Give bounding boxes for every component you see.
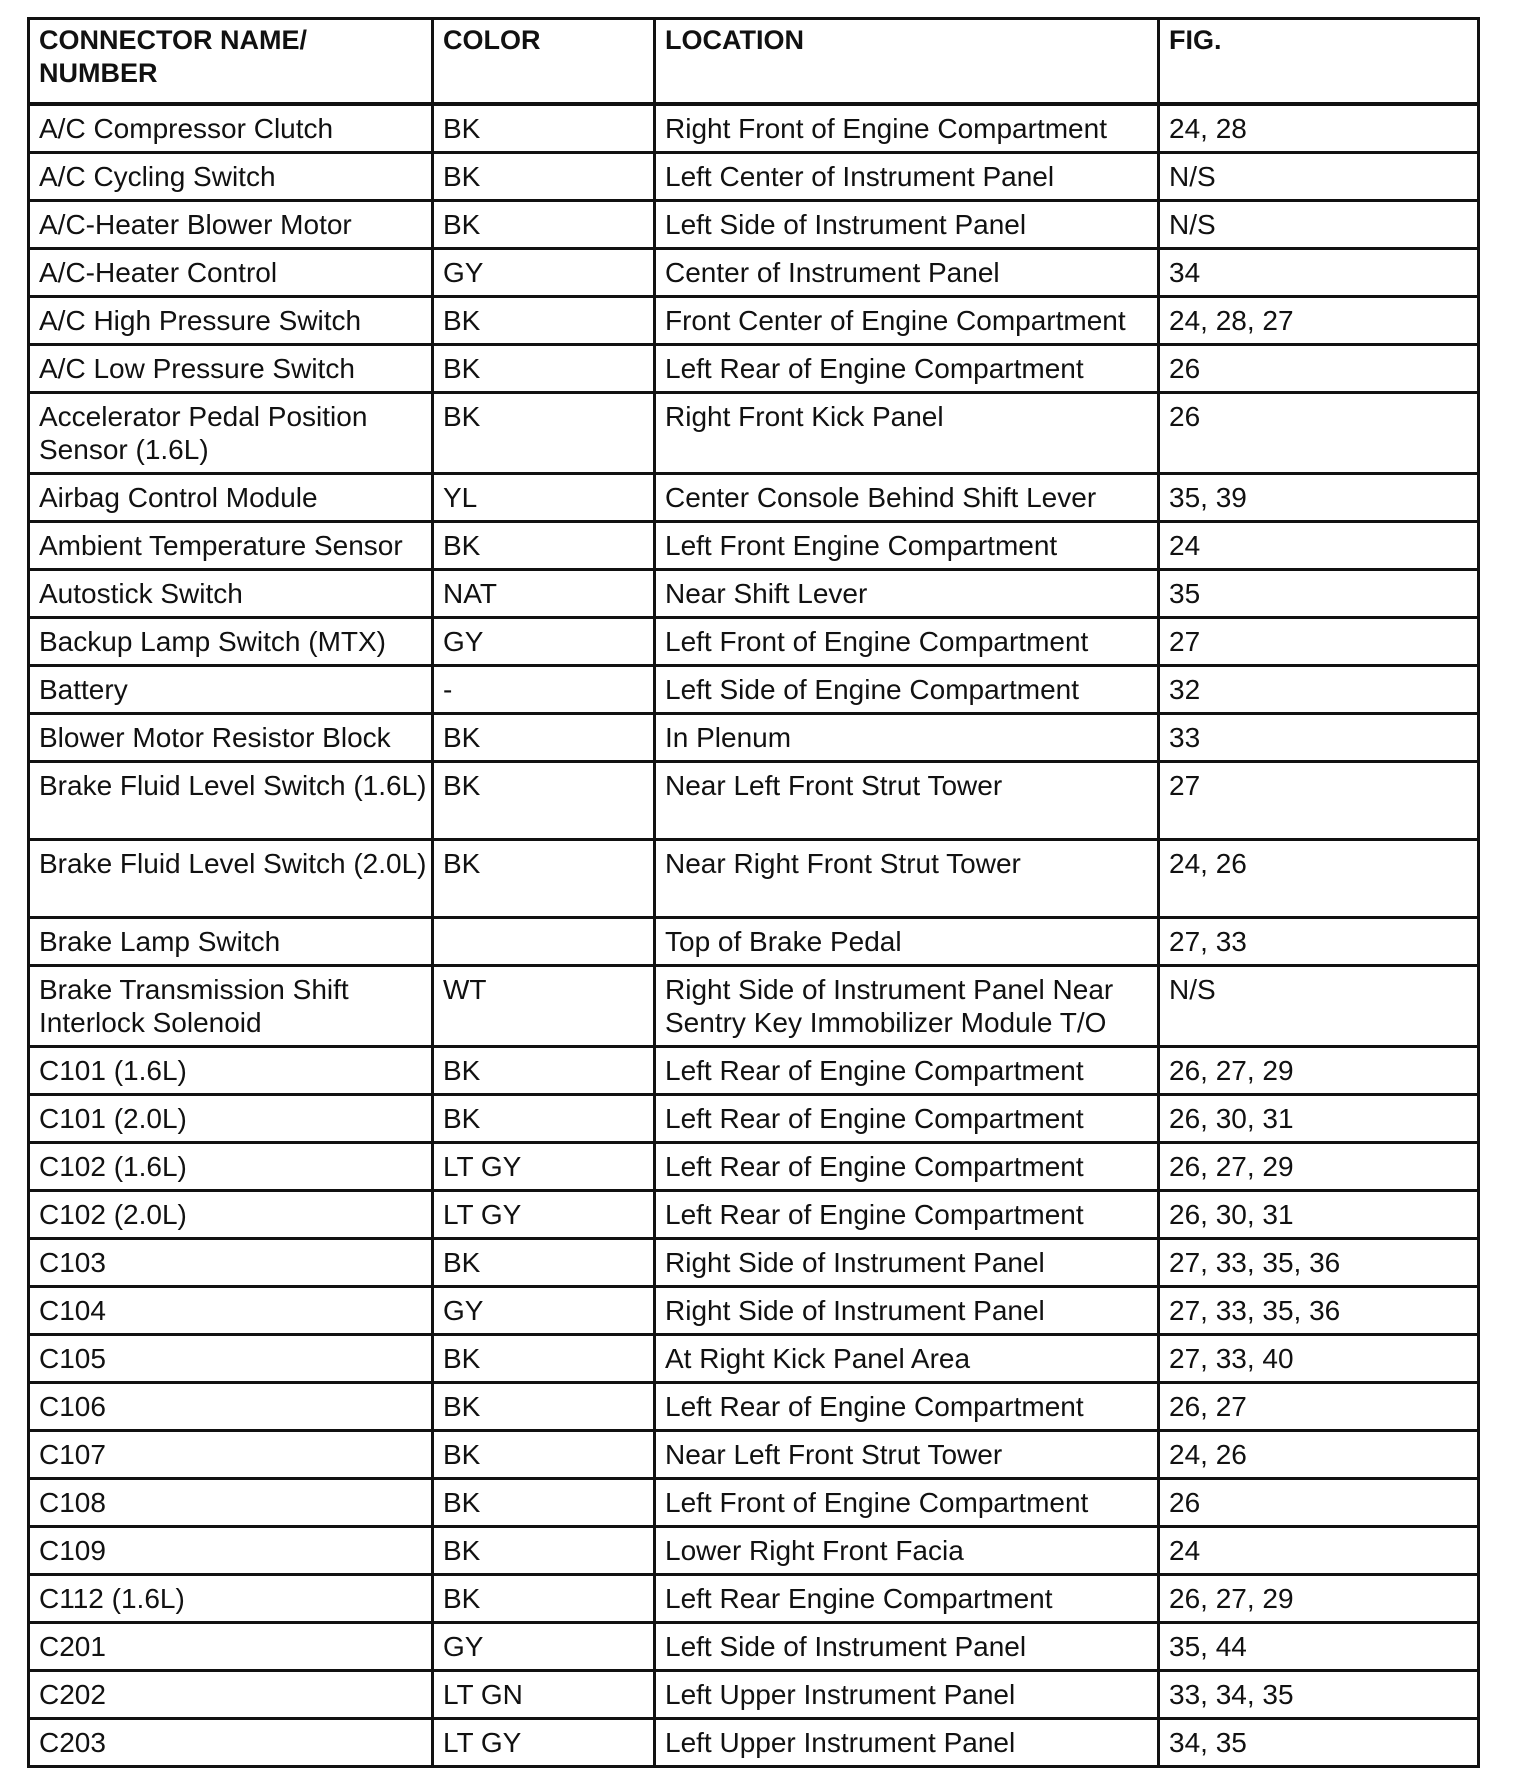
cell-fig: 24, 28, 27 (1159, 297, 1479, 345)
cell-color: NAT (433, 570, 655, 618)
cell-location: Left Upper Instrument Panel (655, 1719, 1159, 1767)
cell-connector-name: Airbag Control Module (29, 474, 433, 522)
cell-fig: 27 (1159, 618, 1479, 666)
cell-fig: N/S (1159, 201, 1479, 249)
cell-color: - (433, 666, 655, 714)
cell-connector-name: C102 (1.6L) (29, 1143, 433, 1191)
cell-location: Left Rear of Engine Compartment (655, 1047, 1159, 1095)
table-row (29, 153, 1479, 201)
table-row (29, 840, 1479, 918)
cell-connector-name: C102 (2.0L) (29, 1191, 433, 1239)
cell-connector-name: A/C-Heater Blower Motor (29, 201, 433, 249)
cell-connector-name: Brake Lamp Switch (29, 918, 433, 966)
cell-connector-name: C203 (29, 1719, 433, 1767)
document-page (27, 17, 1477, 1768)
header-fig: FIG. (1159, 19, 1479, 105)
table-row (29, 966, 1479, 1047)
cell-location: Left Rear Engine Compartment (655, 1575, 1159, 1623)
cell-location: Top of Brake Pedal (655, 918, 1159, 966)
cell-location: Left Rear of Engine Compartment (655, 1095, 1159, 1143)
table-row (29, 1095, 1479, 1143)
header-location: LOCATION (655, 19, 1159, 105)
cell-connector-name: C106 (29, 1383, 433, 1431)
cell-location: Center of Instrument Panel (655, 249, 1159, 297)
table-row (29, 666, 1479, 714)
table-row (29, 201, 1479, 249)
cell-color: BK (433, 345, 655, 393)
cell-connector-name: C107 (29, 1431, 433, 1479)
cell-color: BK (433, 1239, 655, 1287)
cell-fig: 35, 39 (1159, 474, 1479, 522)
cell-fig: 26, 30, 31 (1159, 1191, 1479, 1239)
cell-location: Lower Right Front Facia (655, 1527, 1159, 1575)
table-row (29, 1431, 1479, 1479)
table-row (29, 1383, 1479, 1431)
cell-connector-name: C103 (29, 1239, 433, 1287)
cell-fig: 24, 26 (1159, 1431, 1479, 1479)
cell-fig: 26, 27, 29 (1159, 1575, 1479, 1623)
cell-location: Right Side of Instrument Panel (655, 1239, 1159, 1287)
table-row (29, 249, 1479, 297)
cell-color: BK (433, 1047, 655, 1095)
cell-connector-name: C112 (1.6L) (29, 1575, 433, 1623)
cell-location: Right Front of Engine Compartment (655, 104, 1159, 153)
cell-location: Right Side of Instrument Panel Near Sentry Key Immobilizer Module T/O (655, 966, 1159, 1047)
cell-location: Left Front Engine Compartment (655, 522, 1159, 570)
cell-color: LT GN (433, 1671, 655, 1719)
table-row (29, 1191, 1479, 1239)
cell-connector-name: Autostick Switch (29, 570, 433, 618)
cell-color: LT GY (433, 1143, 655, 1191)
cell-fig: 24 (1159, 1527, 1479, 1575)
cell-color: BK (433, 201, 655, 249)
cell-fig: 27, 33, 35, 36 (1159, 1239, 1479, 1287)
cell-fig: 26 (1159, 393, 1479, 474)
table-row (29, 104, 1479, 153)
cell-location: Left Side of Engine Compartment (655, 666, 1159, 714)
cell-connector-name: C202 (29, 1671, 433, 1719)
cell-connector-name: Ambient Temperature Sensor (29, 522, 433, 570)
cell-location: Left Rear of Engine Compartment (655, 1143, 1159, 1191)
table-row (29, 393, 1479, 474)
table-row (29, 1671, 1479, 1719)
table-row (29, 345, 1479, 393)
header-connector-name: CONNECTOR NAME/ NUMBER (29, 19, 433, 105)
table-row (29, 618, 1479, 666)
cell-color: GY (433, 249, 655, 297)
cell-connector-name: A/C-Heater Control (29, 249, 433, 297)
cell-location: Center Console Behind Shift Lever (655, 474, 1159, 522)
table-row (29, 474, 1479, 522)
cell-color: BK (433, 714, 655, 762)
cell-color: YL (433, 474, 655, 522)
cell-fig: 32 (1159, 666, 1479, 714)
cell-location: Right Front Kick Panel (655, 393, 1159, 474)
cell-location: Near Left Front Strut Tower (655, 1431, 1159, 1479)
cell-color: WT (433, 966, 655, 1047)
cell-color: GY (433, 618, 655, 666)
table-row (29, 1047, 1479, 1095)
table-row (29, 1575, 1479, 1623)
cell-color: BK (433, 1335, 655, 1383)
table-row (29, 297, 1479, 345)
cell-color: BK (433, 104, 655, 153)
table-row (29, 522, 1479, 570)
cell-connector-name: A/C High Pressure Switch (29, 297, 433, 345)
table-row (29, 1527, 1479, 1575)
cell-color: BK (433, 840, 655, 918)
cell-connector-name: Backup Lamp Switch (MTX) (29, 618, 433, 666)
cell-connector-name: C104 (29, 1287, 433, 1335)
cell-color: BK (433, 762, 655, 840)
cell-color: BK (433, 1383, 655, 1431)
cell-fig: 35, 44 (1159, 1623, 1479, 1671)
header-color: COLOR (433, 19, 655, 105)
cell-color: BK (433, 393, 655, 474)
cell-connector-name: Accelerator Pedal Position Sensor (1.6L) (29, 393, 433, 474)
cell-color: BK (433, 297, 655, 345)
table-row (29, 1239, 1479, 1287)
table-row (29, 1143, 1479, 1191)
cell-fig: 34 (1159, 249, 1479, 297)
cell-location: Left Side of Instrument Panel (655, 1623, 1159, 1671)
cell-location: Left Front of Engine Compartment (655, 618, 1159, 666)
cell-fig: 34, 35 (1159, 1719, 1479, 1767)
cell-location: Right Side of Instrument Panel (655, 1287, 1159, 1335)
cell-location: Front Center of Engine Compartment (655, 297, 1159, 345)
cell-connector-name: C101 (2.0L) (29, 1095, 433, 1143)
cell-color: BK (433, 153, 655, 201)
cell-fig: N/S (1159, 153, 1479, 201)
cell-fig: 33 (1159, 714, 1479, 762)
cell-fig: 24 (1159, 522, 1479, 570)
cell-fig: 33, 34, 35 (1159, 1671, 1479, 1719)
cell-connector-name: C201 (29, 1623, 433, 1671)
cell-color: GY (433, 1623, 655, 1671)
cell-fig: 35 (1159, 570, 1479, 618)
cell-connector-name: A/C Low Pressure Switch (29, 345, 433, 393)
table-row (29, 918, 1479, 966)
cell-location: Left Rear of Engine Compartment (655, 345, 1159, 393)
cell-color: GY (433, 1287, 655, 1335)
cell-location: Left Side of Instrument Panel (655, 201, 1159, 249)
table-row (29, 714, 1479, 762)
cell-location: Near Right Front Strut Tower (655, 840, 1159, 918)
cell-fig: 26, 27 (1159, 1383, 1479, 1431)
cell-connector-name: Brake Transmission Shift Interlock Solenoid (29, 966, 433, 1047)
cell-color: LT GY (433, 1719, 655, 1767)
table-row (29, 1719, 1479, 1767)
table-row (29, 1335, 1479, 1383)
cell-connector-name: A/C Cycling Switch (29, 153, 433, 201)
cell-fig: 24, 26 (1159, 840, 1479, 918)
cell-connector-name: C108 (29, 1479, 433, 1527)
cell-location: In Plenum (655, 714, 1159, 762)
cell-color (433, 918, 655, 966)
cell-connector-name: Battery (29, 666, 433, 714)
cell-location: At Right Kick Panel Area (655, 1335, 1159, 1383)
table-row (29, 570, 1479, 618)
cell-fig: 27, 33, 35, 36 (1159, 1287, 1479, 1335)
cell-connector-name: Brake Fluid Level Switch (1.6L) (29, 762, 433, 840)
cell-fig: 26 (1159, 1479, 1479, 1527)
cell-color: BK (433, 1575, 655, 1623)
cell-connector-name: A/C Compressor Clutch (29, 104, 433, 153)
table-row (29, 1623, 1479, 1671)
cell-location: Near Left Front Strut Tower (655, 762, 1159, 840)
cell-connector-name: C109 (29, 1527, 433, 1575)
cell-fig: 26, 30, 31 (1159, 1095, 1479, 1143)
cell-color: BK (433, 1527, 655, 1575)
cell-fig: 26 (1159, 345, 1479, 393)
table-header-row (29, 19, 1479, 105)
cell-color: BK (433, 1095, 655, 1143)
cell-color: BK (433, 522, 655, 570)
cell-connector-name: Blower Motor Resistor Block (29, 714, 433, 762)
cell-location: Left Upper Instrument Panel (655, 1671, 1159, 1719)
connector-location-table (27, 17, 1480, 1768)
table-row (29, 762, 1479, 840)
cell-fig: 24, 28 (1159, 104, 1479, 153)
table-row (29, 1479, 1479, 1527)
cell-fig: 26, 27, 29 (1159, 1047, 1479, 1095)
cell-color: LT GY (433, 1191, 655, 1239)
cell-location: Left Center of Instrument Panel (655, 153, 1159, 201)
cell-location: Left Rear of Engine Compartment (655, 1191, 1159, 1239)
cell-fig: 27 (1159, 762, 1479, 840)
cell-location: Left Rear of Engine Compartment (655, 1383, 1159, 1431)
cell-location: Near Shift Lever (655, 570, 1159, 618)
table-row (29, 1287, 1479, 1335)
cell-connector-name: Brake Fluid Level Switch (2.0L) (29, 840, 433, 918)
cell-connector-name: C101 (1.6L) (29, 1047, 433, 1095)
cell-fig: 26, 27, 29 (1159, 1143, 1479, 1191)
cell-fig: N/S (1159, 966, 1479, 1047)
cell-color: BK (433, 1479, 655, 1527)
cell-color: BK (433, 1431, 655, 1479)
cell-fig: 27, 33, 40 (1159, 1335, 1479, 1383)
cell-fig: 27, 33 (1159, 918, 1479, 966)
cell-location: Left Front of Engine Compartment (655, 1479, 1159, 1527)
cell-connector-name: C105 (29, 1335, 433, 1383)
